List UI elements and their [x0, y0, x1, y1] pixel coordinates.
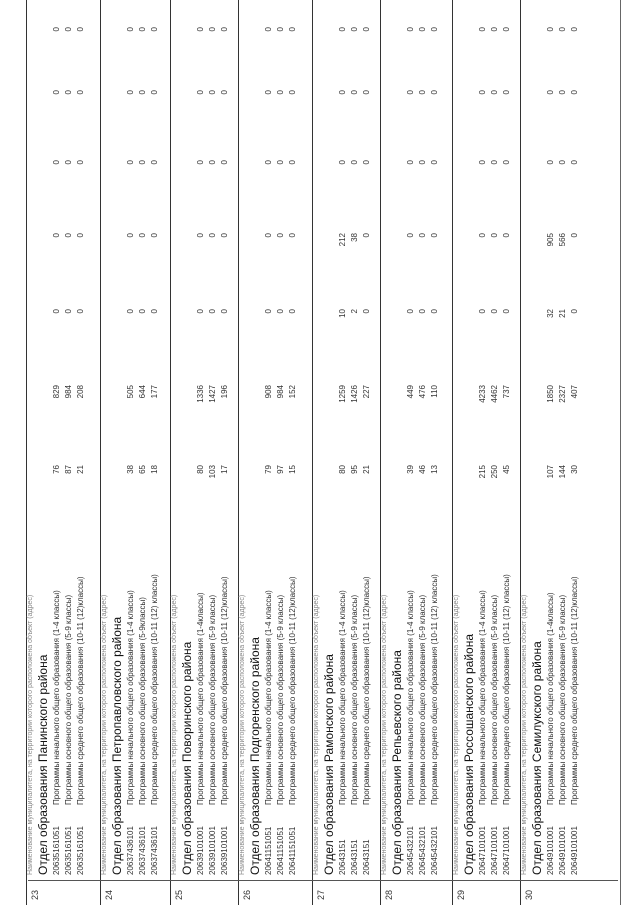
value-cell: 1850 — [546, 385, 555, 403]
program-name: Программы среднего общего образования (10-11 (12) классы) — [430, 574, 439, 805]
value-cell: 0 — [208, 27, 217, 32]
value-cell: 38 — [126, 465, 135, 474]
okato-code: 20641151051 — [288, 826, 297, 875]
value-cell: 76 — [52, 465, 61, 474]
table-row — [546, 0, 557, 905]
value-cell: 0 — [362, 160, 371, 165]
value-cell: 0 — [558, 27, 567, 32]
value-cell: 0 — [478, 233, 487, 238]
value-cell: 107 — [546, 465, 555, 479]
value-cell: 0 — [288, 309, 297, 314]
section-title: Отдел образования Поворинского района — [180, 641, 194, 875]
section-number: 28 — [384, 889, 394, 900]
program-name: Программы основного общего образования (5-9 классы) — [64, 594, 73, 805]
okato-code: 20647101001 — [490, 826, 499, 875]
value-cell: 0 — [430, 160, 439, 165]
program-name: Программы основного общего образования (5-9 классы) — [276, 594, 285, 805]
section-block — [100, 0, 170, 905]
table-row — [288, 0, 299, 905]
section-title: Отдел образования Подгоренского района — [248, 637, 262, 875]
value-cell: 0 — [150, 233, 159, 238]
okato-code: 20649101001 — [570, 826, 579, 875]
value-cell: 0 — [150, 160, 159, 165]
value-cell: 905 — [546, 233, 555, 247]
program-name: Программы основного общего образования (5-9 классы) — [490, 594, 499, 805]
program-name: Программы начального общего образования (1-4 классы) — [126, 590, 135, 805]
program-name: Программы начального общего образования (1-4 классы) — [52, 590, 61, 805]
program-name: Программы начального общего образования (1-4 классы) — [264, 590, 273, 805]
value-cell: 0 — [418, 90, 427, 95]
value-cell: 227 — [362, 385, 371, 399]
value-cell: 0 — [276, 160, 285, 165]
value-cell: 0 — [350, 27, 359, 32]
value-cell: 0 — [220, 90, 229, 95]
value-cell: 0 — [502, 233, 511, 238]
table-row — [338, 0, 349, 905]
section-number: 24 — [104, 889, 114, 900]
program-name: Программы среднего общего образования (10-11 (12)классы) — [570, 576, 579, 805]
bottom-rule — [620, 0, 621, 905]
value-cell: 0 — [430, 309, 439, 314]
section-number: 26 — [242, 889, 252, 900]
value-cell: 21 — [76, 465, 85, 474]
okato-code: 20637436101 — [150, 826, 159, 875]
value-cell: 212 — [338, 233, 347, 247]
value-cell: 1336 — [196, 385, 205, 403]
table-row — [362, 0, 373, 905]
value-cell: 0 — [138, 160, 147, 165]
value-cell: 0 — [430, 27, 439, 32]
okato-code: 20645432101 — [418, 826, 427, 875]
value-cell: 4233 — [478, 385, 487, 403]
value-cell: 0 — [52, 160, 61, 165]
value-cell: 32 — [546, 309, 555, 318]
value-cell: 0 — [196, 309, 205, 314]
table-row — [64, 0, 75, 905]
value-cell: 0 — [52, 27, 61, 32]
value-cell: 0 — [196, 160, 205, 165]
value-cell: 505 — [126, 385, 135, 399]
program-name: Программы среднего общего образования (10-11 (12)классы) — [220, 576, 229, 805]
value-cell: 21 — [558, 309, 567, 318]
table-row — [126, 0, 137, 905]
value-cell: 0 — [276, 233, 285, 238]
okato-code: 20641151051 — [264, 826, 273, 875]
value-cell: 908 — [264, 385, 273, 399]
section-caption: Наименование муниципалитета, на территории которого расположена объект (адрес) — [239, 594, 246, 875]
program-name: Программы начального общего образования (1-4классы) — [546, 592, 555, 805]
value-cell: 0 — [406, 90, 415, 95]
section-number: 29 — [456, 889, 466, 900]
value-cell: 0 — [138, 309, 147, 314]
section-title: Отдел образования Репьевского района — [390, 650, 404, 875]
table-row — [264, 0, 275, 905]
value-cell: 0 — [362, 309, 371, 314]
table-row — [558, 0, 569, 905]
value-cell: 829 — [52, 385, 61, 399]
program-name: Программы основного общего образования (5-9 классы) — [558, 594, 567, 805]
table-row — [208, 0, 219, 905]
value-cell: 0 — [478, 309, 487, 314]
value-cell: 0 — [558, 90, 567, 95]
value-cell: 10 — [338, 309, 347, 318]
okato-code: 20649101001 — [558, 826, 567, 875]
value-cell: 0 — [430, 233, 439, 238]
section-title: Отдел образования Рамонского района — [322, 654, 336, 875]
value-cell: 177 — [150, 385, 159, 399]
value-cell: 0 — [406, 309, 415, 314]
value-cell: 0 — [546, 90, 555, 95]
section-caption: Наименование муниципалитета, на территории которого расположена объект (адрес) — [171, 594, 178, 875]
section-title: Отдел образования Россошанского района — [462, 633, 476, 875]
section-number: 23 — [30, 889, 40, 900]
okato-code: 20639101001 — [196, 826, 205, 875]
value-cell: 2 — [350, 309, 359, 314]
okato-code: 20639101001 — [220, 826, 229, 875]
value-cell: 30 — [570, 465, 579, 474]
program-name: Программы среднего общего образования (10-11 (12)классы) — [288, 576, 297, 805]
value-cell: 0 — [76, 160, 85, 165]
value-cell: 0 — [64, 160, 73, 165]
value-cell: 0 — [208, 309, 217, 314]
table-row — [490, 0, 501, 905]
okato-code: 20639101001 — [208, 826, 217, 875]
value-cell: 407 — [570, 385, 579, 399]
section-caption: Наименование муниципалитета, на территории которого расположена объект (адрес) — [453, 594, 460, 875]
value-cell: 0 — [406, 160, 415, 165]
value-cell: 0 — [276, 90, 285, 95]
section-block — [380, 0, 450, 905]
value-cell: 0 — [52, 309, 61, 314]
value-cell: 0 — [288, 233, 297, 238]
value-cell: 0 — [264, 160, 273, 165]
section-block — [520, 0, 590, 905]
table-row — [350, 0, 361, 905]
okato-code: 20647101001 — [502, 826, 511, 875]
table-row — [478, 0, 489, 905]
value-cell: 0 — [64, 27, 73, 32]
section-caption: Наименование муниципалитета, на территории которого расположена объект (адрес) — [521, 594, 528, 875]
value-cell: 0 — [150, 90, 159, 95]
table-row — [220, 0, 231, 905]
value-cell: 0 — [338, 160, 347, 165]
value-cell: 65 — [138, 465, 147, 474]
value-cell: 0 — [418, 27, 427, 32]
value-cell: 196 — [220, 385, 229, 399]
value-cell: 0 — [76, 233, 85, 238]
program-name: Программы среднего общего образования (10-11 (12)классы) — [76, 576, 85, 805]
value-cell: 0 — [570, 160, 579, 165]
value-cell: 21 — [362, 465, 371, 474]
program-name: Программы основного общего образования (5-9классы) — [138, 597, 147, 805]
value-cell: 0 — [418, 160, 427, 165]
value-cell: 0 — [126, 309, 135, 314]
column-divider — [28, 880, 618, 881]
okato-code: 20637436101 — [126, 826, 135, 875]
value-cell: 46 — [418, 465, 427, 474]
value-cell: 0 — [52, 233, 61, 238]
value-cell: 0 — [430, 90, 439, 95]
value-cell: 0 — [288, 27, 297, 32]
value-cell: 0 — [138, 90, 147, 95]
okato-code: 20645432101 — [406, 826, 415, 875]
value-cell: 0 — [418, 309, 427, 314]
value-cell: 0 — [138, 27, 147, 32]
value-cell: 103 — [208, 465, 217, 479]
value-cell: 0 — [64, 309, 73, 314]
value-cell: 0 — [138, 233, 147, 238]
section-title: Отдел образования Панинского района — [36, 654, 50, 875]
okato-code: 20637436101 — [138, 826, 147, 875]
okato-code: 20645432101 — [430, 826, 439, 875]
value-cell: 13 — [430, 465, 439, 474]
program-name: Программы основного общего образования (5-9 классы) — [350, 594, 359, 805]
okato-code: 20643151 — [362, 839, 371, 875]
section-caption: Наименование муниципалитета, на территории которого расположена объект (адрес) — [381, 594, 388, 875]
value-cell: 0 — [418, 233, 427, 238]
value-cell: 144 — [558, 465, 567, 479]
value-cell: 0 — [126, 90, 135, 95]
program-name: Программы начального общего образования (1-4классы) — [196, 592, 205, 805]
value-cell: 15 — [288, 465, 297, 474]
value-cell: 0 — [64, 90, 73, 95]
value-cell: 0 — [338, 27, 347, 32]
value-cell: 0 — [150, 27, 159, 32]
section-number: 30 — [524, 889, 534, 900]
value-cell: 0 — [478, 90, 487, 95]
value-cell: 0 — [570, 27, 579, 32]
section-title: Отдел образования Петропавловского района — [110, 616, 124, 875]
value-cell: 97 — [276, 465, 285, 474]
table-row — [570, 0, 581, 905]
value-cell: 39 — [406, 465, 415, 474]
value-cell: 0 — [490, 27, 499, 32]
value-cell: 87 — [64, 465, 73, 474]
value-cell: 250 — [490, 465, 499, 479]
value-cell: 4462 — [490, 385, 499, 403]
value-cell: 0 — [362, 90, 371, 95]
value-cell: 0 — [208, 90, 217, 95]
value-cell: 0 — [546, 160, 555, 165]
value-cell: 0 — [288, 90, 297, 95]
value-cell: 0 — [220, 309, 229, 314]
table-row — [196, 0, 207, 905]
value-cell: 215 — [478, 465, 487, 479]
value-cell: 2327 — [558, 385, 567, 403]
value-cell: 0 — [338, 90, 347, 95]
value-cell: 0 — [558, 160, 567, 165]
value-cell: 0 — [350, 160, 359, 165]
value-cell: 0 — [490, 309, 499, 314]
value-cell: 0 — [350, 90, 359, 95]
program-name: Программы среднего общего образования (10-11 (12)классы) — [362, 576, 371, 805]
okato-code: 20635161051 — [76, 826, 85, 875]
value-cell: 0 — [76, 90, 85, 95]
value-cell: 1259 — [338, 385, 347, 403]
section-number: 25 — [174, 889, 184, 900]
okato-code: 20643151 — [350, 839, 359, 875]
value-cell: 0 — [208, 160, 217, 165]
value-cell: 38 — [350, 233, 359, 242]
program-name: Программы среднего общего образования (10-11 (12) классы) — [150, 574, 159, 805]
okato-code: 20647101001 — [478, 826, 487, 875]
table-row — [430, 0, 441, 905]
section-number: 27 — [316, 889, 326, 900]
value-cell: 0 — [546, 27, 555, 32]
value-cell: 1426 — [350, 385, 359, 403]
value-cell: 0 — [490, 160, 499, 165]
value-cell: 0 — [76, 27, 85, 32]
section-block — [170, 0, 240, 905]
value-cell: 0 — [150, 309, 159, 314]
value-cell: 0 — [64, 233, 73, 238]
program-name: Программы начального общего образования (1-4 классы) — [338, 590, 347, 805]
table-row — [52, 0, 63, 905]
program-name: Программы начального общего образования (1-4 классы) — [478, 590, 487, 805]
value-cell: 476 — [418, 385, 427, 399]
value-cell: 0 — [490, 233, 499, 238]
section-block — [238, 0, 308, 905]
value-cell: 984 — [276, 385, 285, 399]
okato-code: 20635161051 — [52, 826, 61, 875]
value-cell: 0 — [220, 160, 229, 165]
value-cell: 0 — [276, 27, 285, 32]
value-cell: 80 — [338, 465, 347, 474]
table-row — [76, 0, 87, 905]
value-cell: 0 — [264, 90, 273, 95]
value-cell: 0 — [478, 27, 487, 32]
value-cell: 0 — [362, 233, 371, 238]
program-name: Программы среднего общего образования (10-11 (12) классы) — [502, 574, 511, 805]
value-cell: 0 — [362, 27, 371, 32]
section-caption: Наименование муниципалитета, на территории которого расположена объект (адрес) — [101, 594, 108, 875]
value-cell: 0 — [406, 233, 415, 238]
value-cell: 0 — [208, 233, 217, 238]
value-cell: 644 — [138, 385, 147, 399]
value-cell: 0 — [126, 160, 135, 165]
okato-code: 20641151051 — [276, 826, 285, 875]
value-cell: 0 — [126, 27, 135, 32]
program-name: Программы основного общего образования (5-9 классы) — [208, 594, 217, 805]
value-cell: 0 — [264, 27, 273, 32]
value-cell: 0 — [288, 160, 297, 165]
value-cell: 0 — [406, 27, 415, 32]
value-cell: 0 — [570, 309, 579, 314]
value-cell: 0 — [126, 233, 135, 238]
program-name: Программы начального общего образования (1-4 классы) — [406, 590, 415, 805]
value-cell: 737 — [502, 385, 511, 399]
value-cell: 449 — [406, 385, 415, 399]
value-cell: 17 — [220, 465, 229, 474]
value-cell: 110 — [430, 385, 439, 398]
value-cell: 208 — [76, 385, 85, 399]
value-cell: 0 — [276, 309, 285, 314]
value-cell: 566 — [558, 233, 567, 247]
value-cell: 0 — [264, 309, 273, 314]
table-row — [502, 0, 513, 905]
value-cell: 984 — [64, 385, 73, 399]
table-row — [138, 0, 149, 905]
okato-code: 20643151 — [338, 839, 347, 875]
table-row — [276, 0, 287, 905]
value-cell: 0 — [502, 309, 511, 314]
section-caption: Наименование муниципалитета, на территории которого расположена объект (адрес) — [27, 594, 34, 875]
section-caption: Наименование муниципалитета, на территории которого расположена объект (адрес) — [313, 594, 320, 875]
value-cell: 0 — [570, 233, 579, 238]
value-cell: 0 — [220, 27, 229, 32]
program-name: Программы основного общего образования (5-9 классы) — [418, 594, 427, 805]
table-row — [150, 0, 161, 905]
value-cell: 79 — [264, 465, 273, 474]
value-cell: 0 — [502, 27, 511, 32]
value-cell: 0 — [196, 233, 205, 238]
value-cell: 152 — [288, 385, 297, 399]
value-cell: 45 — [502, 465, 511, 474]
okato-code: 20649101001 — [546, 826, 555, 875]
section-block — [26, 0, 96, 905]
value-cell: 0 — [76, 309, 85, 314]
value-cell: 80 — [196, 465, 205, 474]
value-cell: 0 — [502, 90, 511, 95]
value-cell: 0 — [478, 160, 487, 165]
table-row — [418, 0, 429, 905]
section-title: Отдел образования Семилукского района — [530, 641, 544, 875]
value-cell: 0 — [196, 27, 205, 32]
value-cell: 0 — [570, 90, 579, 95]
value-cell: 0 — [502, 160, 511, 165]
section-block — [312, 0, 382, 905]
value-cell: 95 — [350, 465, 359, 474]
value-cell: 0 — [220, 233, 229, 238]
okato-code: 20635161051 — [64, 826, 73, 875]
value-cell: 1427 — [208, 385, 217, 403]
value-cell: 0 — [490, 90, 499, 95]
value-cell: 18 — [150, 465, 159, 474]
value-cell: 0 — [196, 90, 205, 95]
value-cell: 0 — [264, 233, 273, 238]
section-block — [452, 0, 522, 905]
value-cell: 0 — [52, 90, 61, 95]
table-row — [406, 0, 417, 905]
